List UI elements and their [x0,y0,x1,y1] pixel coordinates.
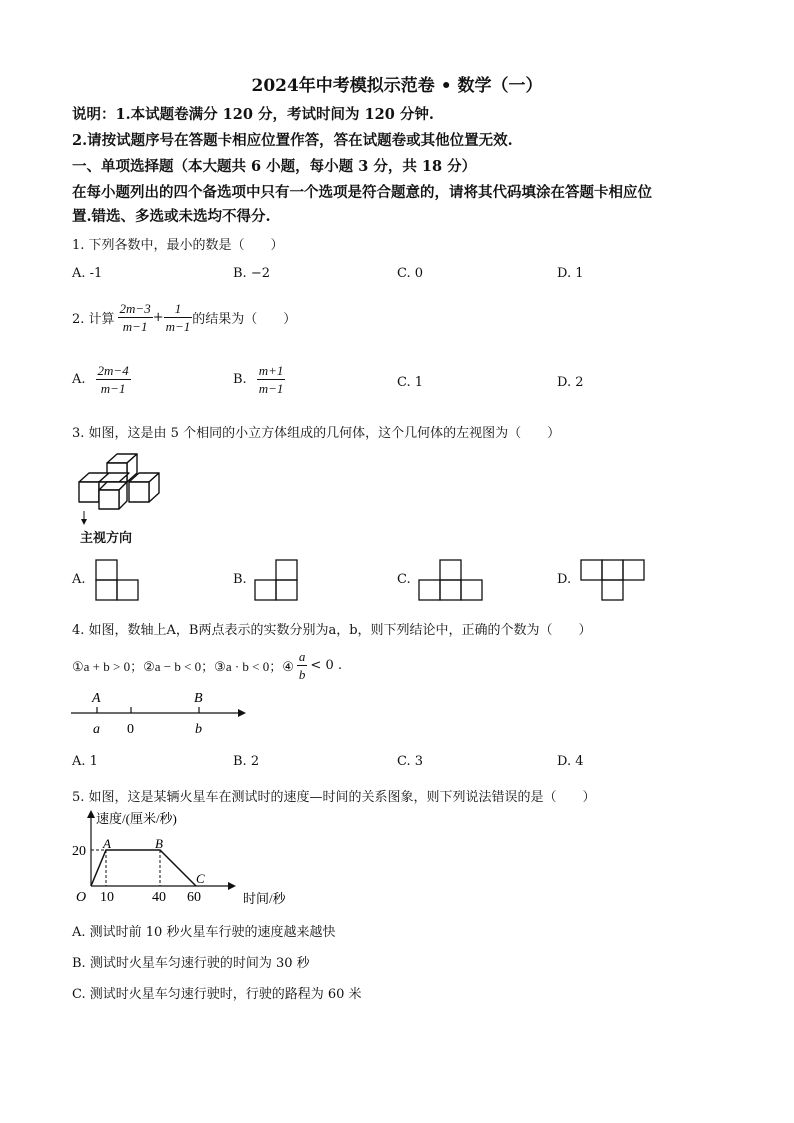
q3-figure-caption: 主视方向 [80,531,133,546]
instruction-line-2: 2.请按试题序号在答题卡相应位置作答，答在试题卷或其他位置无效. [72,132,513,149]
q1-option-c: C. 0 [397,266,424,281]
q5-option-a: A. 测试时前 10 秒火星车行驶的速度越来越快 [72,925,336,940]
q2-option-b-label: B. [233,372,247,387]
q4-a-value: a [93,722,100,737]
q5-y-tick-20: 20 [72,844,86,859]
instruction-line-1: 说明：1.本试题卷满分 120 分，考试时间为 120 分钟. [72,106,434,123]
q4-stem: 4. 如图，数轴上A，B两点表示的实数分别为a，b，则下列结论中，正确的个数为（ ） [72,623,592,638]
q4-conditions [72,648,342,683]
q4-cond4-tail: < 0 . [310,658,342,673]
q4-option-c: C. 3 [397,754,424,769]
q2-fraction-2 [164,300,193,335]
q5-option-b: B. 测试时火星车匀速行驶的时间为 30 秒 [72,956,310,971]
q4-option-a: A. 1 [72,754,98,769]
q2-stem [72,300,296,335]
q2-option-a-fraction [96,362,131,397]
q4-zero-label: 0 [127,722,134,737]
q3-option-c-figure [418,559,484,603]
q2-option-a-numerator: 2m−4 [97,363,129,378]
q2-option-b-fraction [257,362,286,397]
q5-speed-time-graph [70,806,290,910]
q3-option-a-label: A. [72,572,86,587]
q5-point-b: B [155,836,163,851]
q2-frac1-denominator: m−1 [122,319,148,334]
q2-option-a-denominator: m−1 [100,381,126,396]
q2-frac1-numerator: 2m−3 [119,301,151,316]
q4-cond4-numerator: a [298,649,306,664]
q2-plus: + [152,310,164,325]
q3-option-a-figure [95,559,141,603]
exam-title: 2024年中考模拟示范卷 • 数学（一） [251,76,543,96]
section-desc-line-2: 置.错选、多选或未选均不得分. [72,208,271,225]
q4-b-value: b [195,722,202,737]
q4-point-b-label: B [194,691,203,706]
q4-point-a-label: A [92,691,101,706]
q5-x-tick-60: 60 [187,890,201,905]
q2-option-b-denominator: m−1 [258,381,284,396]
q2-frac2-numerator: 1 [164,300,193,318]
q3-option-b-label: B. [233,572,247,587]
q4-conditions-text: ①a + b > 0；②a − b < 0；③a · b < 0；④ [72,659,294,674]
q4-cond4-denominator: b [298,667,306,682]
q1-stem: 1. 下列各数中，最小的数是（ ） [72,238,284,253]
q5-x-axis-label: 时间/秒 [243,891,286,906]
q2-fraction-1 [118,300,153,335]
q1-option-b: B. −2 [233,266,270,281]
q2-frac2-denominator: m−1 [165,319,191,334]
section-desc-line-1: 在每小题列出的四个备选项中只有一个选项是符合题意的，请将其代码填涂在答题卡相应位 [72,184,652,201]
q4-option-d: D. 4 [557,754,584,769]
q5-stem: 5. 如图，这是某辆火星车在测试时的速度—时间的关系图象，则下列说法错误的是（ ） [72,790,596,805]
q5-point-a: A [103,836,111,851]
q5-point-c: C [196,871,205,886]
section-heading: 一、单项选择题（本大题共 6 小题，每小题 3 分，共 18 分） [72,158,477,175]
q4-cond4-fraction [297,648,308,683]
q2-suffix: 的结果为（ ） [192,312,297,327]
q4-number-line [66,686,248,742]
q2-option-a [72,362,131,397]
q2-option-b [233,362,285,397]
q3-option-d-figure [580,559,646,603]
q3-stem: 3. 如图，这是由 5 个相同的小立方体组成的几何体，这个几何体的左视图为（ ） [72,426,561,441]
q1-option-a: A. -1 [72,266,103,281]
q2-option-b-numerator: m+1 [258,363,284,378]
q2-prefix: 2. 计算 [72,312,115,327]
q5-y-axis-label: 速度/(厘米/秒) [96,811,177,826]
q5-x-tick-40: 40 [152,890,166,905]
q1-option-d: D. 1 [557,266,584,281]
q2-option-d: D. 2 [557,375,584,390]
q3-option-d-label: D. [557,572,572,587]
q4-option-b: B. 2 [233,754,260,769]
q2-option-a-label: A. [72,372,86,387]
q3-option-c-label: C. [397,572,411,587]
q2-option-c: C. 1 [397,375,424,390]
q5-x-tick-10: 10 [100,890,114,905]
q5-origin-label: O [76,890,87,905]
q3-option-b-figure [254,559,300,603]
q5-option-c: C. 测试时火星车匀速行驶时，行驶的路程为 60 米 [72,987,362,1002]
